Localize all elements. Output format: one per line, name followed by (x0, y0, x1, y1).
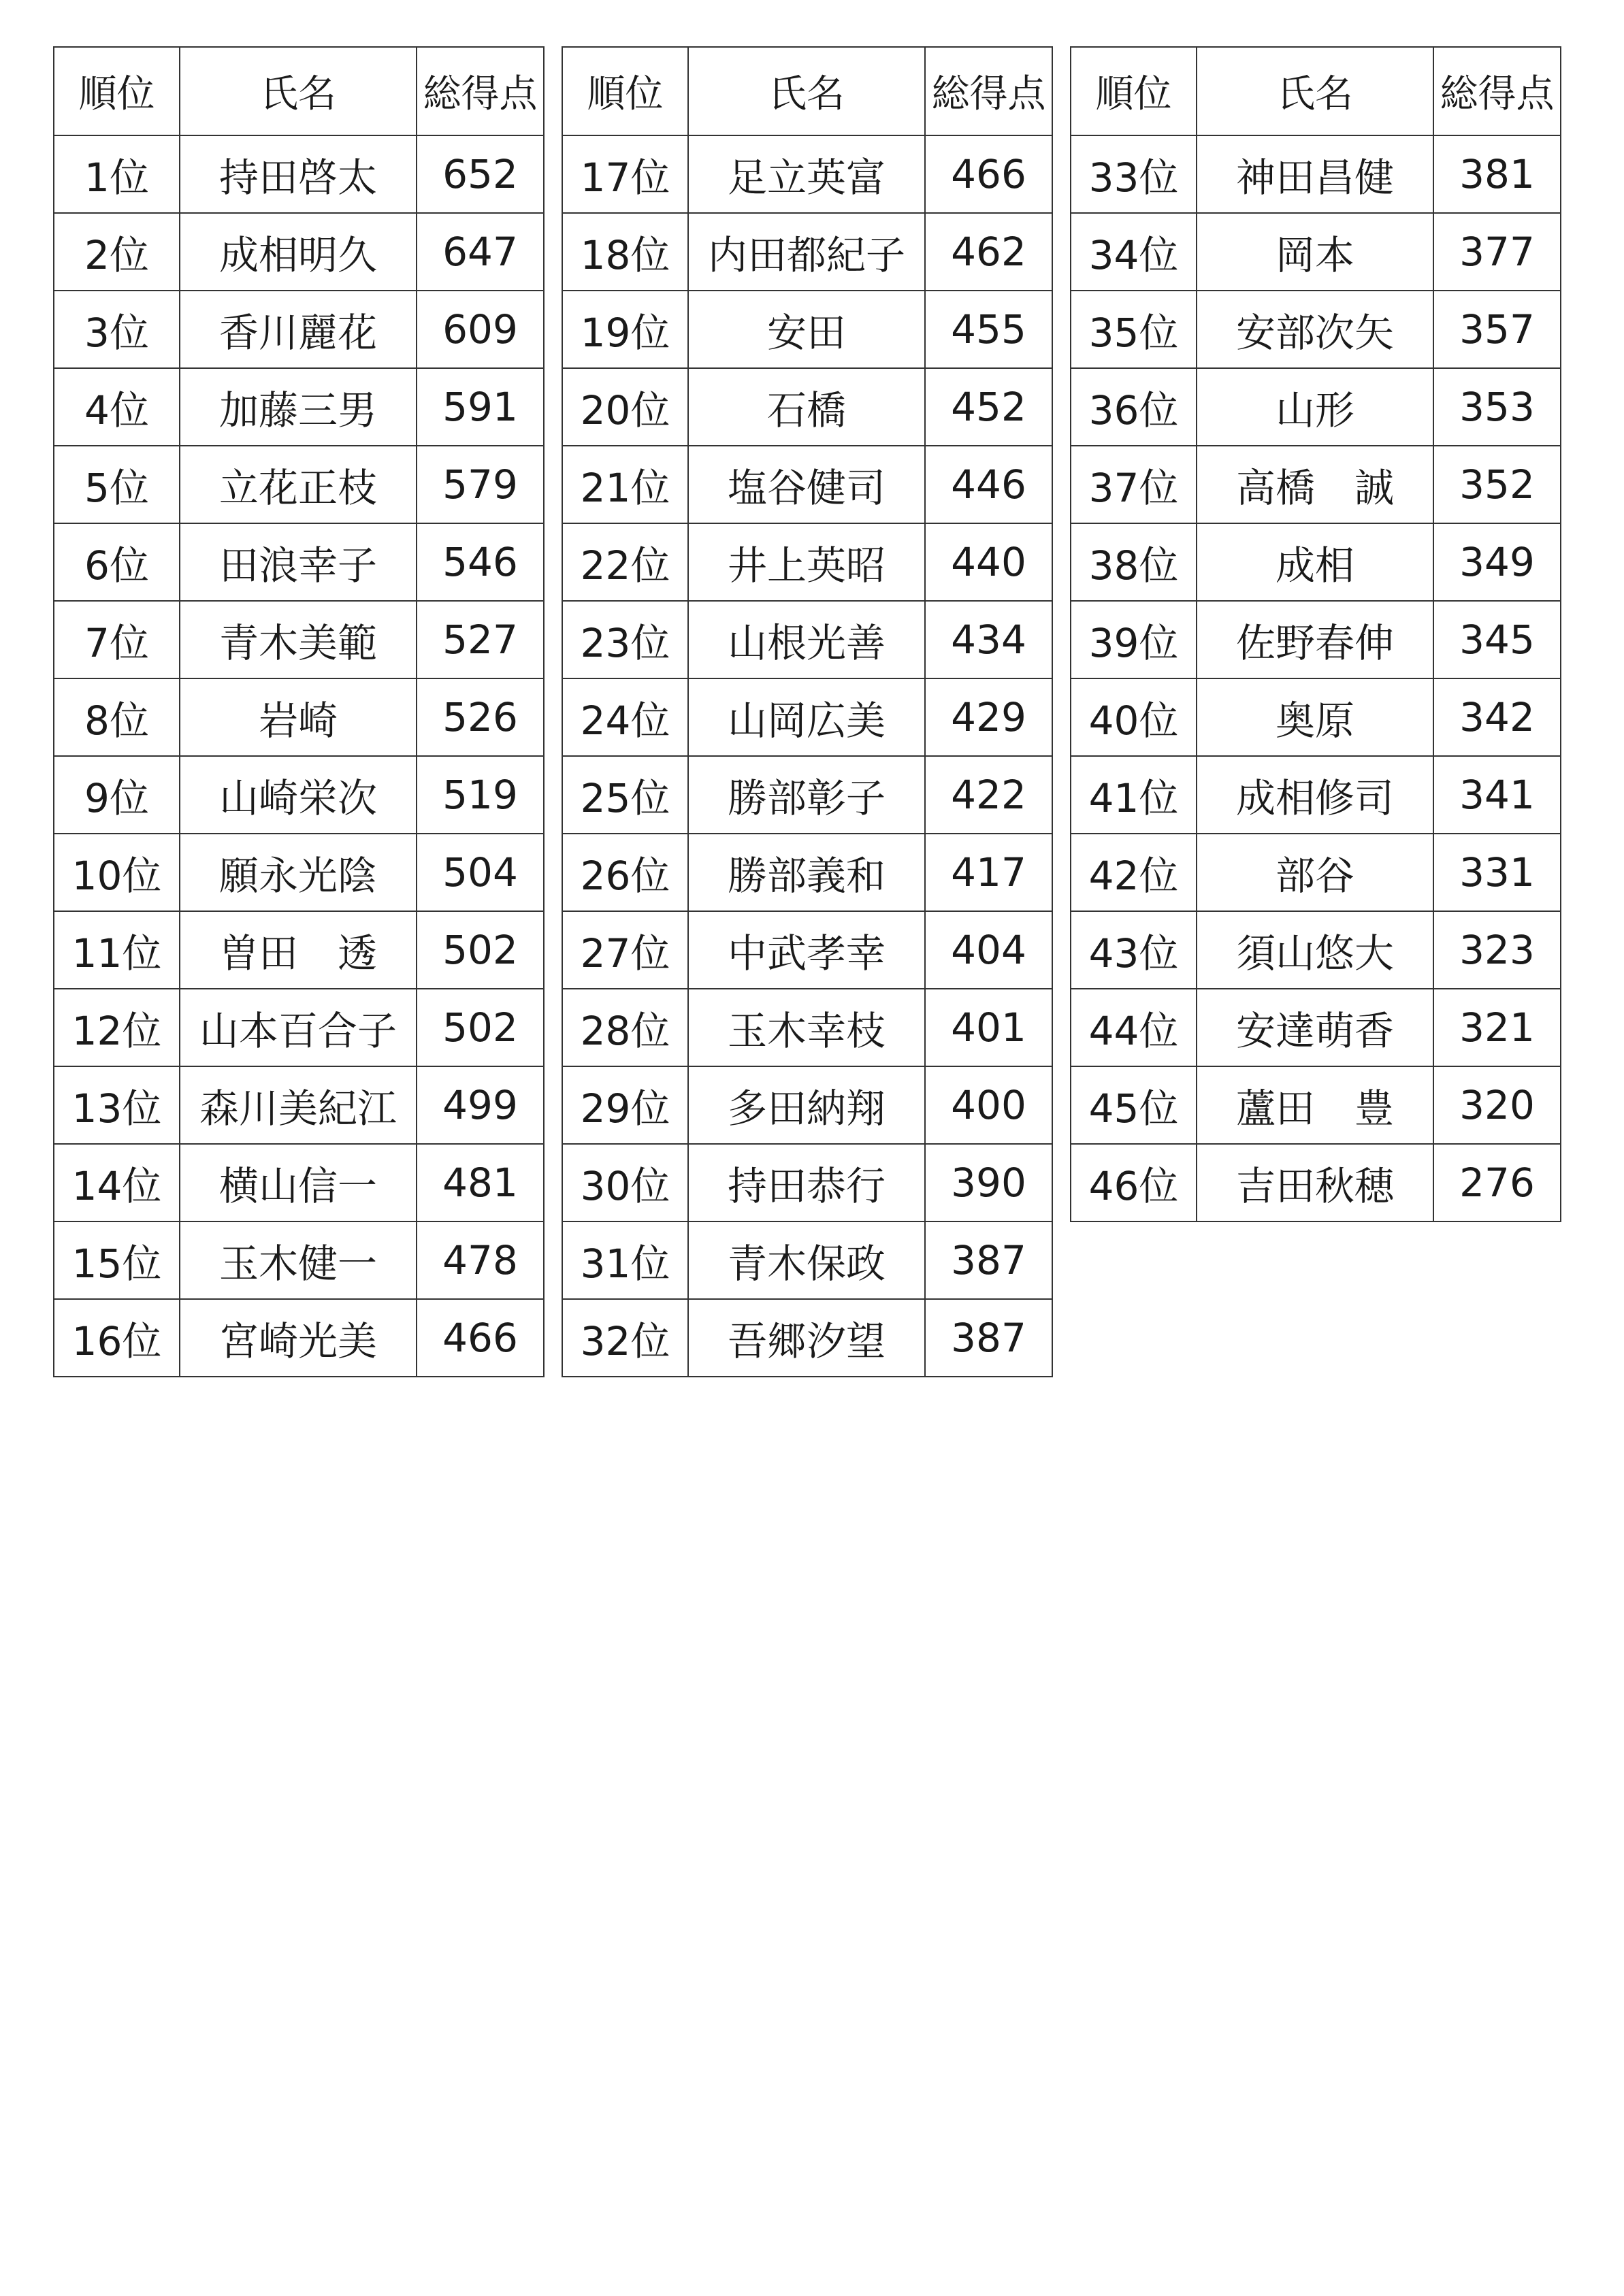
rank-cell: 11位 (54, 911, 180, 989)
table-row (54, 135, 544, 213)
score-cell: 342 (1433, 678, 1561, 756)
rank-cell: 4位 (54, 368, 180, 446)
rank-cell: 14位 (54, 1144, 180, 1221)
name-cell: 内田都紀子 (688, 213, 925, 291)
score-cell: 446 (925, 446, 1052, 523)
score-cell: 357 (1433, 291, 1561, 368)
name-cell: 横山信一 (180, 1144, 417, 1221)
name-cell: 足立英富 (688, 135, 925, 213)
table-row (562, 135, 1052, 213)
rank-cell: 6位 (54, 523, 180, 601)
name-cell: 石橋 (688, 368, 925, 446)
rank-cell: 18位 (562, 213, 688, 291)
score-cell: 546 (417, 523, 544, 601)
rank-cell: 9位 (54, 756, 180, 834)
name-cell: 山形 (1197, 368, 1433, 446)
score-cell: 609 (417, 291, 544, 368)
table-header-row (54, 47, 544, 135)
score-cell: 341 (1433, 756, 1561, 834)
name-cell: 岡本 (1197, 213, 1433, 291)
name-cell: 持田啓太 (180, 135, 417, 213)
table-row (1071, 446, 1561, 523)
rank-cell: 12位 (54, 989, 180, 1066)
rank-cell: 42位 (1071, 834, 1197, 911)
score-cell: 429 (925, 678, 1052, 756)
table-row (54, 368, 544, 446)
rank-cell: 7位 (54, 601, 180, 678)
score-cell: 504 (417, 834, 544, 911)
table-row (562, 756, 1052, 834)
table-row (562, 834, 1052, 911)
score-cell: 387 (925, 1221, 1052, 1299)
ranking-table-3 (1070, 46, 1561, 1222)
name-cell: 玉木健一 (180, 1221, 417, 1299)
name-cell: 立花正枝 (180, 446, 417, 523)
table-row (1071, 1144, 1561, 1221)
header-rank: 順位 (54, 47, 180, 135)
name-cell: 安部次矢 (1197, 291, 1433, 368)
header-score: 総得点 (1433, 47, 1561, 135)
header-score: 総得点 (925, 47, 1052, 135)
table-row (562, 678, 1052, 756)
table-row (1071, 135, 1561, 213)
table-row (562, 1299, 1052, 1377)
name-cell: 吾郷汐望 (688, 1299, 925, 1377)
table-row (54, 989, 544, 1066)
score-cell: 462 (925, 213, 1052, 291)
rank-cell: 27位 (562, 911, 688, 989)
score-cell: 502 (417, 911, 544, 989)
rank-cell: 29位 (562, 1066, 688, 1144)
table-row (54, 523, 544, 601)
rank-cell: 24位 (562, 678, 688, 756)
table-row (562, 523, 1052, 601)
rank-cell: 21位 (562, 446, 688, 523)
rank-cell: 43位 (1071, 911, 1197, 989)
name-cell: 奥原 (1197, 678, 1433, 756)
score-cell: 440 (925, 523, 1052, 601)
table-row (562, 446, 1052, 523)
name-cell: 青木美範 (180, 601, 417, 678)
score-cell: 579 (417, 446, 544, 523)
table-row (562, 989, 1052, 1066)
name-cell: 山根光善 (688, 601, 925, 678)
table-row (54, 1144, 544, 1221)
table-row (54, 1221, 544, 1299)
header-name: 氏名 (688, 47, 925, 135)
name-cell: 田浪幸子 (180, 523, 417, 601)
rank-cell: 19位 (562, 291, 688, 368)
name-cell: 山本百合子 (180, 989, 417, 1066)
name-cell: 佐野春伸 (1197, 601, 1433, 678)
score-cell: 478 (417, 1221, 544, 1299)
header-rank: 順位 (1071, 47, 1197, 135)
score-cell: 417 (925, 834, 1052, 911)
name-cell: 勝部義和 (688, 834, 925, 911)
score-cell: 387 (925, 1299, 1052, 1377)
table-row (54, 601, 544, 678)
score-cell: 455 (925, 291, 1052, 368)
table-header-row (1071, 47, 1561, 135)
name-cell: 安達萌香 (1197, 989, 1433, 1066)
name-cell: 山崎栄次 (180, 756, 417, 834)
name-cell: 加藤三男 (180, 368, 417, 446)
name-cell: 井上英昭 (688, 523, 925, 601)
table-row (1071, 523, 1561, 601)
table-row (562, 291, 1052, 368)
score-cell: 647 (417, 213, 544, 291)
table-row (54, 1299, 544, 1377)
rank-cell: 30位 (562, 1144, 688, 1221)
score-cell: 276 (1433, 1144, 1561, 1221)
table-row (1071, 678, 1561, 756)
rank-cell: 1位 (54, 135, 180, 213)
table-row (1071, 989, 1561, 1066)
rank-cell: 15位 (54, 1221, 180, 1299)
score-cell: 352 (1433, 446, 1561, 523)
rank-cell: 35位 (1071, 291, 1197, 368)
rank-cell: 39位 (1071, 601, 1197, 678)
score-cell: 323 (1433, 911, 1561, 989)
name-cell: 安田 (688, 291, 925, 368)
rank-cell: 28位 (562, 989, 688, 1066)
table-row (562, 1144, 1052, 1221)
table-row (1071, 291, 1561, 368)
name-cell: 成相明久 (180, 213, 417, 291)
score-cell: 452 (925, 368, 1052, 446)
name-cell: 香川麗花 (180, 291, 417, 368)
score-cell: 466 (417, 1299, 544, 1377)
table-row (1071, 368, 1561, 446)
table-row (54, 756, 544, 834)
rank-cell: 25位 (562, 756, 688, 834)
table-row (1071, 911, 1561, 989)
score-cell: 652 (417, 135, 544, 213)
rank-cell: 22位 (562, 523, 688, 601)
score-cell: 499 (417, 1066, 544, 1144)
score-cell: 400 (925, 1066, 1052, 1144)
table-row (562, 601, 1052, 678)
table-row (562, 213, 1052, 291)
name-cell: 高橋 誠 (1197, 446, 1433, 523)
rank-cell: 45位 (1071, 1066, 1197, 1144)
rank-cell: 34位 (1071, 213, 1197, 291)
table-row (562, 911, 1052, 989)
table-row (562, 368, 1052, 446)
table-row (54, 1066, 544, 1144)
header-score: 総得点 (417, 47, 544, 135)
score-cell: 345 (1433, 601, 1561, 678)
name-cell: 勝部彰子 (688, 756, 925, 834)
table-row (54, 834, 544, 911)
score-cell: 349 (1433, 523, 1561, 601)
name-cell: 森川美紀江 (180, 1066, 417, 1144)
name-cell: 成相 (1197, 523, 1433, 601)
name-cell: 成相修司 (1197, 756, 1433, 834)
table-row (1071, 756, 1561, 834)
score-cell: 422 (925, 756, 1052, 834)
name-cell: 中武孝幸 (688, 911, 925, 989)
score-cell: 591 (417, 368, 544, 446)
table-row (1071, 213, 1561, 291)
table-row (1071, 601, 1561, 678)
score-cell: 331 (1433, 834, 1561, 911)
name-cell: 持田恭行 (688, 1144, 925, 1221)
rank-cell: 38位 (1071, 523, 1197, 601)
ranking-table-1 (53, 46, 545, 1377)
rank-cell: 41位 (1071, 756, 1197, 834)
rank-cell: 5位 (54, 446, 180, 523)
score-cell: 502 (417, 989, 544, 1066)
score-cell: 526 (417, 678, 544, 756)
score-cell: 390 (925, 1144, 1052, 1221)
header-name: 氏名 (1197, 47, 1433, 135)
name-cell: 部谷 (1197, 834, 1433, 911)
name-cell: 須山悠大 (1197, 911, 1433, 989)
score-cell: 519 (417, 756, 544, 834)
rank-cell: 36位 (1071, 368, 1197, 446)
name-cell: 宮崎光美 (180, 1299, 417, 1377)
header-rank: 順位 (562, 47, 688, 135)
name-cell: 神田昌健 (1197, 135, 1433, 213)
table-row (54, 446, 544, 523)
score-cell: 434 (925, 601, 1052, 678)
name-cell: 青木保政 (688, 1221, 925, 1299)
rank-cell: 13位 (54, 1066, 180, 1144)
table-row (1071, 1066, 1561, 1144)
rank-cell: 23位 (562, 601, 688, 678)
name-cell: 願永光陰 (180, 834, 417, 911)
score-cell: 353 (1433, 368, 1561, 446)
rank-cell: 44位 (1071, 989, 1197, 1066)
rank-cell: 17位 (562, 135, 688, 213)
rank-cell: 10位 (54, 834, 180, 911)
score-cell: 466 (925, 135, 1052, 213)
score-cell: 381 (1433, 135, 1561, 213)
table-header-row (562, 47, 1052, 135)
rank-cell: 46位 (1071, 1144, 1197, 1221)
rank-cell: 3位 (54, 291, 180, 368)
table-row (54, 291, 544, 368)
score-cell: 404 (925, 911, 1052, 989)
table-row (54, 678, 544, 756)
rank-cell: 2位 (54, 213, 180, 291)
table-row (54, 911, 544, 989)
rank-cell: 40位 (1071, 678, 1197, 756)
ranking-table-2 (562, 46, 1053, 1377)
name-cell: 玉木幸枝 (688, 989, 925, 1066)
score-cell: 401 (925, 989, 1052, 1066)
table-row (1071, 834, 1561, 911)
name-cell: 多田納翔 (688, 1066, 925, 1144)
name-cell: 塩谷健司 (688, 446, 925, 523)
score-cell: 377 (1433, 213, 1561, 291)
name-cell: 蘆田 豊 (1197, 1066, 1433, 1144)
rank-cell: 33位 (1071, 135, 1197, 213)
header-name: 氏名 (180, 47, 417, 135)
rank-cell: 37位 (1071, 446, 1197, 523)
table-row (54, 213, 544, 291)
table-row (562, 1066, 1052, 1144)
name-cell: 吉田秋穂 (1197, 1144, 1433, 1221)
name-cell: 山岡広美 (688, 678, 925, 756)
rank-cell: 16位 (54, 1299, 180, 1377)
rank-cell: 8位 (54, 678, 180, 756)
score-cell: 481 (417, 1144, 544, 1221)
name-cell: 岩崎 (180, 678, 417, 756)
score-cell: 321 (1433, 989, 1561, 1066)
score-cell: 527 (417, 601, 544, 678)
rank-cell: 26位 (562, 834, 688, 911)
rank-cell: 20位 (562, 368, 688, 446)
table-row (562, 1221, 1052, 1299)
score-cell: 320 (1433, 1066, 1561, 1144)
rank-cell: 32位 (562, 1299, 688, 1377)
rank-cell: 31位 (562, 1221, 688, 1299)
name-cell: 曽田 透 (180, 911, 417, 989)
